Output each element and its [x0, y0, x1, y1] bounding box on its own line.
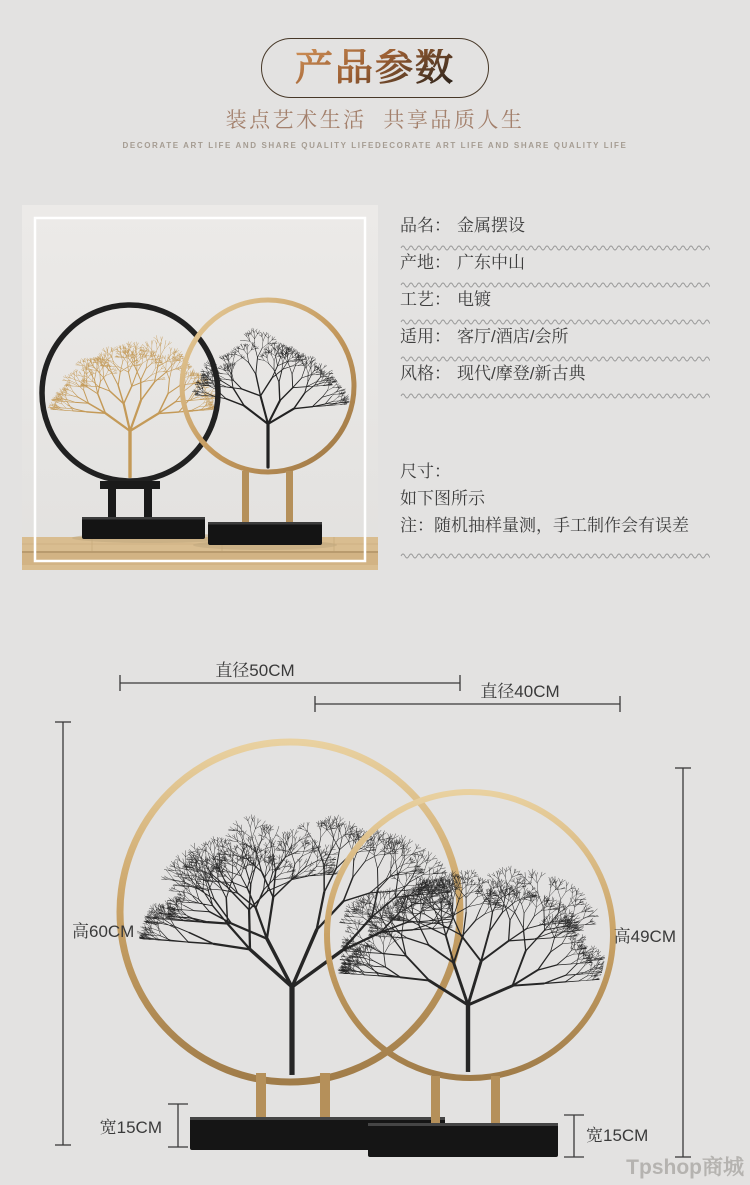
spec-label: 工艺： — [400, 290, 451, 309]
page-title: 产品参数 — [294, 47, 455, 89]
size-diagram — [0, 645, 750, 1185]
spec-row-craft — [400, 290, 712, 325]
wavy-divider — [400, 317, 710, 325]
spec-label: 产地： — [400, 253, 451, 272]
wavy-divider — [400, 391, 710, 399]
spec-row-usage — [400, 327, 712, 362]
spec-label: 风格： — [400, 364, 451, 383]
wavy-divider — [400, 280, 710, 288]
wavy-divider — [400, 243, 710, 251]
wavy-divider — [400, 551, 710, 559]
wavy-divider — [400, 354, 710, 362]
spec-value: 现代/摩登/新古典 — [457, 364, 586, 383]
height-large-label: 高60CM — [72, 922, 135, 941]
photo-wall-background — [22, 205, 378, 570]
english-caption: DECORATE ART LIFE AND SHARE QUALITY LIFEDECORATE ART LIFE AND SHARE QUALITY LIFE — [122, 141, 628, 150]
spec-value: 广东中山 — [457, 253, 525, 272]
size-note — [400, 458, 730, 559]
size-note-line2: 注：随机抽样量测，手工制作会有误差 — [400, 516, 689, 535]
size-note-line1: 如下图所示 — [400, 489, 485, 508]
spec-value: 客厅/酒店/会所 — [457, 327, 569, 346]
spec-value: 电镀 — [457, 290, 491, 309]
diameter-small-label: 直径40CM — [480, 682, 560, 701]
spec-row-name — [400, 216, 712, 251]
spec-row-origin — [400, 253, 712, 288]
size-note-title: 尺寸： — [400, 462, 451, 481]
product-photo-image — [22, 205, 378, 570]
width-small-label: 宽15CM — [586, 1126, 649, 1145]
diagram-ornament-small — [327, 792, 613, 1157]
spec-label: 品名： — [400, 216, 451, 235]
height-small-label: 高49CM — [613, 927, 676, 946]
width-large-label: 宽15CM — [99, 1118, 162, 1137]
spec-value: 金属摆设 — [457, 216, 525, 235]
title-pill-border — [261, 38, 489, 98]
subtitle: 装点艺术生活 共享品质人生 — [225, 109, 525, 132]
diameter-large-label: 直径50CM — [215, 661, 295, 680]
watermark: Tpshop商城 — [626, 1156, 744, 1179]
spec-label: 适用： — [400, 327, 451, 346]
spec-list — [400, 216, 712, 401]
spec-row-style — [400, 364, 712, 399]
